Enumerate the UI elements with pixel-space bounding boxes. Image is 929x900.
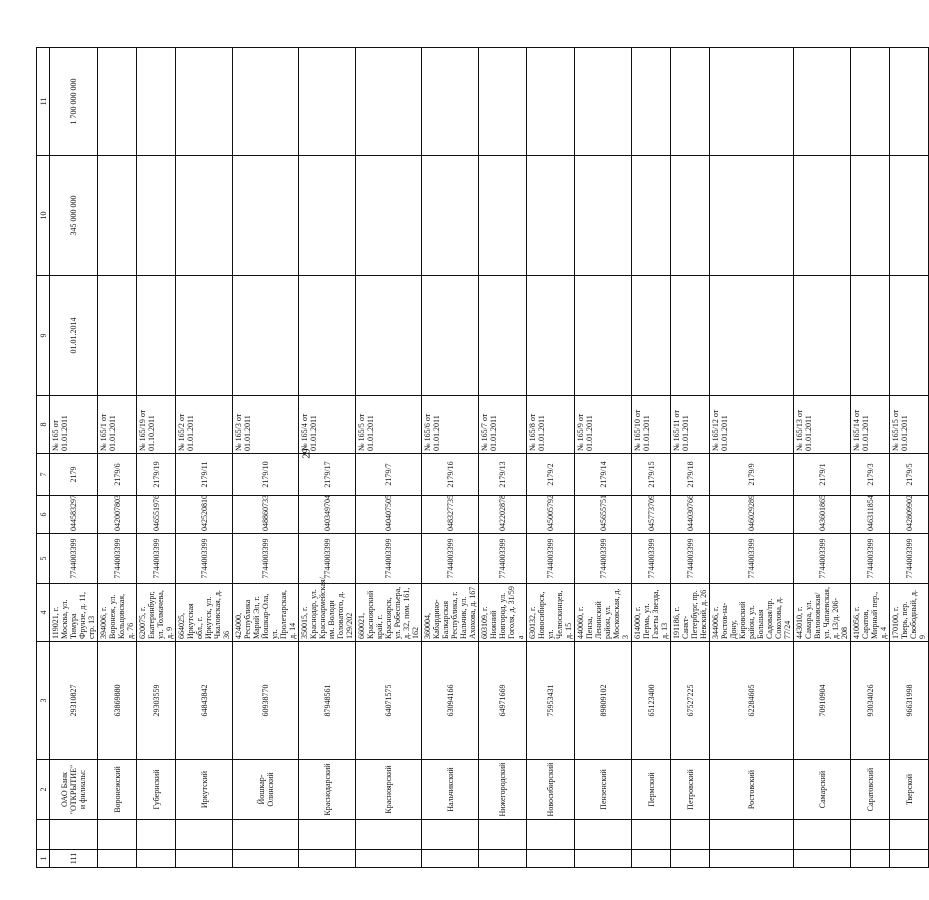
reg-number-cell: 2179/14	[575, 454, 632, 496]
row-number-cell	[632, 850, 671, 868]
table-row	[176, 48, 233, 868]
code-cell: 29310827	[50, 642, 98, 760]
license-cell: № 165/12 от 01.01.2011	[710, 396, 794, 454]
table-row	[851, 48, 890, 868]
branch-name-cell: Губернский	[137, 760, 176, 820]
spacer-cell	[575, 820, 632, 850]
reg-number-cell: 2179/6	[98, 454, 137, 496]
page-number: 29	[301, 448, 313, 459]
reg-number-cell: 2179	[50, 454, 98, 496]
header-cell: 8	[37, 396, 50, 454]
branch-name-cell: Петровский	[671, 760, 710, 820]
bik-cell: 045655751	[575, 496, 632, 534]
bik-cell: 042809902	[890, 496, 929, 534]
inn-cell: 7744003399	[98, 534, 137, 584]
row-number-cell	[98, 850, 137, 868]
code-cell: 75953431	[527, 642, 575, 760]
reg-number-cell: 2179/13	[479, 454, 527, 496]
amount-10-cell	[632, 156, 671, 276]
inn-cell: 7744003399	[632, 534, 671, 584]
reg-number-cell: 2179/17	[299, 454, 356, 496]
license-cell: № 165/8 от 01.01.2011	[527, 396, 575, 454]
bik-cell: 042520810	[176, 496, 233, 534]
table-row	[422, 48, 479, 868]
code-cell: 93034026	[851, 642, 890, 760]
spacer-cell	[851, 820, 890, 850]
spacer-cell	[98, 820, 137, 850]
spacer-cell	[176, 820, 233, 850]
license-cell: № 165/11 от 01.01.2011	[671, 396, 710, 454]
row-number-cell	[176, 850, 233, 868]
spacer-cell	[50, 820, 98, 850]
address-cell: 350015, г. Краснодар, ул. Красноармейская/им. Володи Головатого, д. 129/202	[299, 584, 356, 642]
inn-cell: 7744003399	[851, 534, 890, 584]
header-cell: 7	[37, 454, 50, 496]
date-cell	[356, 276, 422, 396]
code-cell: 70910904	[794, 642, 851, 760]
amount-10-cell	[671, 156, 710, 276]
amount-10-cell	[575, 156, 632, 276]
amount-11-cell: 1 700 000 000	[50, 48, 98, 156]
date-cell	[479, 276, 527, 396]
branches-table	[36, 47, 929, 868]
header-cell: 4	[37, 584, 50, 642]
reg-number-cell: 2179/19	[137, 454, 176, 496]
inn-cell: 7744003399	[356, 534, 422, 584]
code-cell: 64971669	[479, 642, 527, 760]
amount-11-cell	[632, 48, 671, 156]
amount-10-cell	[422, 156, 479, 276]
license-cell: № 165/9 от 01.01.2011	[575, 396, 632, 454]
amount-11-cell	[527, 48, 575, 156]
table-row	[479, 48, 527, 868]
row-number-cell	[527, 850, 575, 868]
table-row	[671, 48, 710, 868]
date-cell	[890, 276, 929, 396]
table-row	[632, 48, 671, 868]
branch-name-cell: Тверской	[890, 760, 929, 820]
branch-name-cell: Воронежский	[98, 760, 137, 820]
license-cell: № 165/1 от 01.01.2011	[98, 396, 137, 454]
address-cell: 119021, г. Москва, ул. Тимура Фрунзе, д. 11, стр. 13	[50, 584, 98, 642]
table-row	[98, 48, 137, 868]
branch-name-cell: Пермский	[632, 760, 671, 820]
table-row	[233, 48, 299, 868]
license-cell: № 165/6 от 01.01.2011	[422, 396, 479, 454]
license-cell: № 165/5 от 01.01.2011	[356, 396, 422, 454]
reg-number-cell: 2179/5	[890, 454, 929, 496]
address-cell: 630132, г. Новосибирск, ул. Челюскинцев, д. 15	[527, 584, 575, 642]
address-cell: 603109, г. Нижний Новгород, ул. Гоголя, д. 31/59 а	[479, 584, 527, 642]
bik-cell: 045005792	[527, 496, 575, 534]
spacer-cell	[299, 820, 356, 850]
address-cell: 660021, Красноярский край, г. Красноярск, ул. Робеспьера, д. 32, пом. 161, 162	[356, 584, 422, 642]
inn-cell: 7744003399	[575, 534, 632, 584]
amount-11-cell	[137, 48, 176, 156]
amount-11-cell	[890, 48, 929, 156]
table-row	[710, 48, 794, 868]
inn-cell: 7744003399	[479, 534, 527, 584]
row-number-cell	[794, 850, 851, 868]
inn-cell: 7744003399	[50, 534, 98, 584]
branch-name-cell: ОАО Банк "ОТКРЫТИЕ" и филиалы:	[50, 760, 98, 820]
reg-number-cell: 2179/11	[176, 454, 233, 496]
date-cell	[794, 276, 851, 396]
amount-11-cell	[479, 48, 527, 156]
table-row	[299, 48, 356, 868]
amount-11-cell	[575, 48, 632, 156]
reg-number-cell: 2179/15	[632, 454, 671, 496]
reg-number-cell: 2179/16	[422, 454, 479, 496]
header-cell: 10	[37, 156, 50, 276]
date-cell	[176, 276, 233, 396]
inn-cell: 7744003399	[137, 534, 176, 584]
rotated-table-container	[36, 48, 927, 868]
amount-10-cell	[98, 156, 137, 276]
amount-10-cell	[890, 156, 929, 276]
date-cell	[527, 276, 575, 396]
reg-number-cell: 2179/18	[671, 454, 710, 496]
address-cell: 410056, г. Саратов, Мирный пер., д. 4	[851, 584, 890, 642]
amount-11-cell	[671, 48, 710, 156]
bik-cell: 040407505	[356, 496, 422, 534]
code-cell: 63094166	[422, 642, 479, 760]
inn-cell: 7744003399	[671, 534, 710, 584]
address-cell: 664025, Иркутская обл., г. Иркутск, ул. Чкаловская, д. 36	[176, 584, 233, 642]
reg-number-cell: 2179/10	[233, 454, 299, 496]
row-number-cell	[299, 850, 356, 868]
bik-cell: 048327735	[422, 496, 479, 534]
branch-name-cell: Новосибирский	[527, 760, 575, 820]
license-cell: № 165/10 от 01.01.2011	[632, 396, 671, 454]
bik-cell: 048860733	[233, 496, 299, 534]
inn-cell: 7744003399	[794, 534, 851, 584]
bik-cell: 040349704	[299, 496, 356, 534]
inn-cell: 7744003399	[422, 534, 479, 584]
row-number-cell	[575, 850, 632, 868]
bik-cell: 043601865	[794, 496, 851, 534]
spacer-cell	[137, 820, 176, 850]
inn-cell: 7744003399	[890, 534, 929, 584]
address-cell: 360004, Кабардино-Балкарская Республика, г. Нальчик, ул. Ахохова, д. 167	[422, 584, 479, 642]
amount-11-cell	[794, 48, 851, 156]
date-cell	[98, 276, 137, 396]
address-cell: 614000, г. Пермь, ул. Газеты Звезда, д. 13	[632, 584, 671, 642]
date-cell	[299, 276, 356, 396]
reg-number-cell: 2179/3	[851, 454, 890, 496]
inn-cell: 7744003399	[527, 534, 575, 584]
branch-name-cell: Ростовский	[710, 760, 794, 820]
license-cell: № 165/3 от 01.01.2011	[233, 396, 299, 454]
spacer-cell	[794, 820, 851, 850]
spacer-cell	[356, 820, 422, 850]
amount-11-cell	[233, 48, 299, 156]
header-cell: 1	[37, 850, 50, 868]
header-cell: 3	[37, 642, 50, 760]
amount-10-cell	[479, 156, 527, 276]
code-cell: 62284605	[710, 642, 794, 760]
amount-10-cell	[176, 156, 233, 276]
address-cell: 424000, Республика Марий Эл, г. Йошкар-Ола, ул. Пролетарская, д. 14	[233, 584, 299, 642]
inn-cell: 7744003399	[233, 534, 299, 584]
date-cell	[422, 276, 479, 396]
date-cell	[710, 276, 794, 396]
amount-10-cell	[233, 156, 299, 276]
address-cell: 440060, г. Пенза, Ленинский район, ул. Московская, д. 3	[575, 584, 632, 642]
amount-10-cell	[299, 156, 356, 276]
header-cell	[37, 820, 50, 850]
header-cell: 5	[37, 534, 50, 584]
spacer-cell	[710, 820, 794, 850]
amount-10-cell	[137, 156, 176, 276]
date-cell	[575, 276, 632, 396]
amount-11-cell	[851, 48, 890, 156]
row-number-cell: 111	[50, 850, 98, 868]
header-row	[37, 48, 50, 868]
bik-cell: 046311854	[851, 496, 890, 534]
table-row	[794, 48, 851, 868]
code-cell: 87948561	[299, 642, 356, 760]
address-cell: 620075, г. Екатеринбург, ул. Толмачева, д. 9	[137, 584, 176, 642]
table-row	[575, 48, 632, 868]
row-number-cell	[356, 850, 422, 868]
date-cell	[851, 276, 890, 396]
amount-10-cell	[851, 156, 890, 276]
amount-10-cell	[794, 156, 851, 276]
bik-cell: 044030766	[671, 496, 710, 534]
license-cell: № 165/4 от 01.01.2011	[299, 396, 356, 454]
inn-cell: 7744003399	[176, 534, 233, 584]
reg-number-cell: 2179/9	[710, 454, 794, 496]
address-cell: 191186, г. Санкт-Петербург, пр. Невский, д. 26	[671, 584, 710, 642]
address-cell: 394006, г. Воронеж, ул. Кольцовская, д. 76	[98, 584, 137, 642]
bik-cell: 045773709	[632, 496, 671, 534]
reg-number-cell: 2179/7	[356, 454, 422, 496]
table-row	[50, 48, 98, 868]
branch-name-cell: Саратовский	[851, 760, 890, 820]
row-number-cell	[851, 850, 890, 868]
row-number-cell	[890, 850, 929, 868]
amount-11-cell	[176, 48, 233, 156]
spacer-cell	[890, 820, 929, 850]
reg-number-cell: 2179/2	[527, 454, 575, 496]
branch-name-cell: Пензенский	[575, 760, 632, 820]
branch-name-cell: Нальчикский	[422, 760, 479, 820]
row-number-cell	[233, 850, 299, 868]
bik-cell: 046029289	[710, 496, 794, 534]
license-cell: № 165 от 01.01.2011	[50, 396, 98, 454]
code-cell: 64843842	[176, 642, 233, 760]
date-cell	[671, 276, 710, 396]
spacer-cell	[671, 820, 710, 850]
amount-11-cell	[98, 48, 137, 156]
amount-10-cell	[527, 156, 575, 276]
amount-11-cell	[422, 48, 479, 156]
table-row	[356, 48, 422, 868]
spacer-cell	[632, 820, 671, 850]
branch-name-cell: Краснодарский	[299, 760, 356, 820]
code-cell: 67527225	[671, 642, 710, 760]
row-number-cell	[710, 850, 794, 868]
header-cell: 6	[37, 496, 50, 534]
address-cell: 443010, г. Самара, ул. Вилоновская/ул. Чапаевская, д. 13/д. 206-208	[794, 584, 851, 642]
table-row	[890, 48, 929, 868]
bik-cell: 046551976	[137, 496, 176, 534]
date-cell	[632, 276, 671, 396]
license-cell: № 165/14 от 01.01.2011	[851, 396, 890, 454]
row-number-cell	[479, 850, 527, 868]
address-cell: 170100, г. Тверь, пер. Свободный, д. 9	[890, 584, 929, 642]
code-cell: 29303559	[137, 642, 176, 760]
inn-cell: 7744003399	[710, 534, 794, 584]
date-cell	[137, 276, 176, 396]
license-cell: № 165/13 от 01.01.2011	[794, 396, 851, 454]
license-cell: № 165/7 от 01.01.2011	[479, 396, 527, 454]
amount-11-cell	[710, 48, 794, 156]
license-cell: № 165/15 от 01.01.2011	[890, 396, 929, 454]
spacer-cell	[422, 820, 479, 850]
address-cell: 344006, г. Ростов-на-Дону, Кировский район, ул. Большая Садовая/пр. Соколова, д. 77/24	[710, 584, 794, 642]
bik-cell: 042007803	[98, 496, 137, 534]
header-cell: 11	[37, 48, 50, 156]
amount-10-cell	[710, 156, 794, 276]
branch-name-cell: Йошкар-Олинский	[233, 760, 299, 820]
bik-cell: 044583297	[50, 496, 98, 534]
row-number-cell	[671, 850, 710, 868]
code-cell: 65123400	[632, 642, 671, 760]
header-cell: 9	[37, 276, 50, 396]
table-row	[527, 48, 575, 868]
code-cell: 96631998	[890, 642, 929, 760]
inn-cell: 7744003399	[299, 534, 356, 584]
date-cell	[233, 276, 299, 396]
branch-name-cell: Самарский	[794, 760, 851, 820]
code-cell: 60938770	[233, 642, 299, 760]
spacer-cell	[233, 820, 299, 850]
branch-name-cell: Нижегородский	[479, 760, 527, 820]
date-cell: 01.01.2014	[50, 276, 98, 396]
code-cell: 89809102	[575, 642, 632, 760]
amount-11-cell	[356, 48, 422, 156]
branch-name-cell: Иркутский	[176, 760, 233, 820]
reg-number-cell: 2179/1	[794, 454, 851, 496]
row-number-cell	[422, 850, 479, 868]
spacer-cell	[479, 820, 527, 850]
header-cell: 2	[37, 760, 50, 820]
amount-10-cell: 345 000 000	[50, 156, 98, 276]
branch-name-cell: Красноярский	[356, 760, 422, 820]
spacer-cell	[527, 820, 575, 850]
amount-11-cell	[299, 48, 356, 156]
license-cell: № 165/2 от 01.01.2011	[176, 396, 233, 454]
code-cell: 64071575	[356, 642, 422, 760]
code-cell: 63869880	[98, 642, 137, 760]
table-row	[137, 48, 176, 868]
license-cell: № 165/19 от 01.10.2011	[137, 396, 176, 454]
bik-cell: 042202878	[479, 496, 527, 534]
row-number-cell	[137, 850, 176, 868]
amount-10-cell	[356, 156, 422, 276]
